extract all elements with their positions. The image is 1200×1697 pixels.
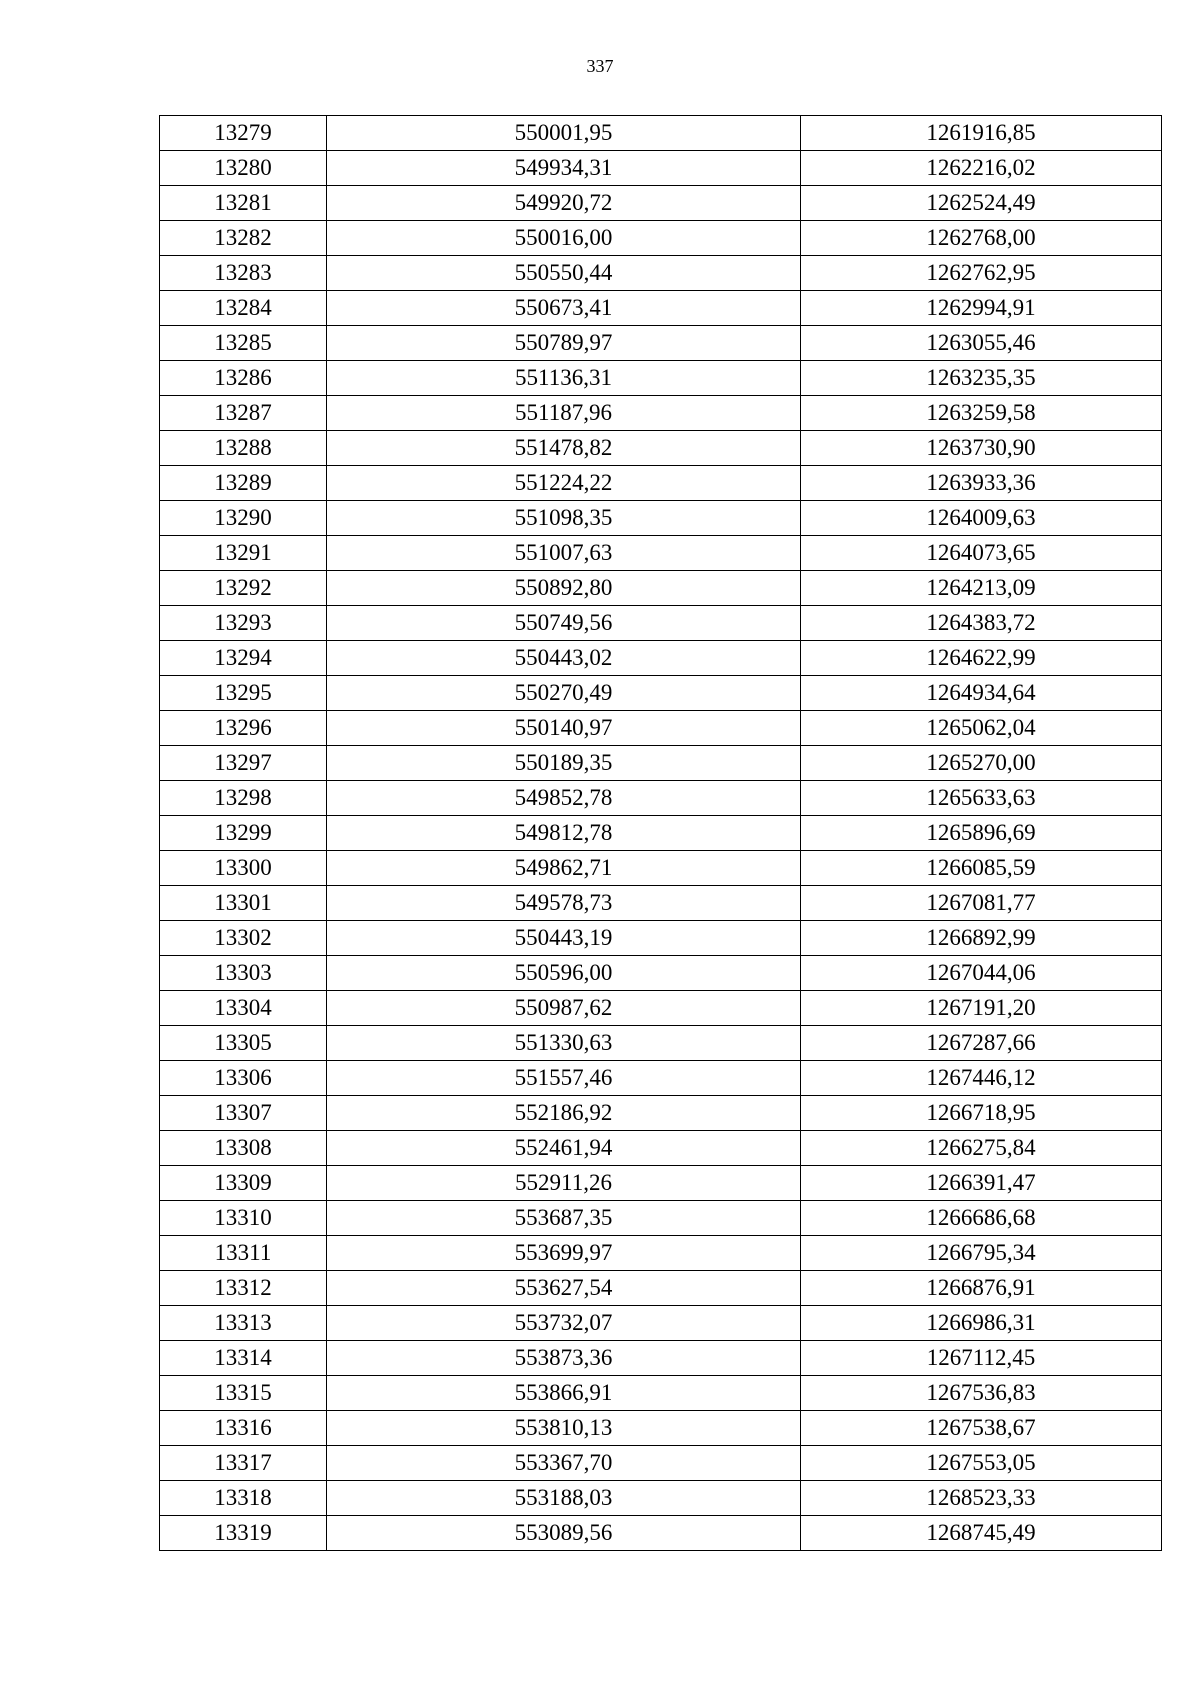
- table-row: [160, 851, 1162, 886]
- x-coordinate-cell: 553810,13: [327, 1411, 801, 1446]
- table-row: [160, 326, 1162, 361]
- x-coordinate-cell: 550443,02: [327, 641, 801, 676]
- y-coordinate-cell: 1267538,67: [801, 1411, 1162, 1446]
- point-number-cell: 13313: [160, 1306, 327, 1341]
- table-row: [160, 1201, 1162, 1236]
- x-coordinate-cell: 549862,71: [327, 851, 801, 886]
- table-row: [160, 1236, 1162, 1271]
- table-row: [160, 1306, 1162, 1341]
- x-coordinate-cell: 553732,07: [327, 1306, 801, 1341]
- table-row: [160, 1446, 1162, 1481]
- point-number-cell: 13297: [160, 746, 327, 781]
- y-coordinate-cell: 1263933,36: [801, 466, 1162, 501]
- table-row: [160, 186, 1162, 221]
- point-number-cell: 13286: [160, 361, 327, 396]
- table-row: [160, 641, 1162, 676]
- table-row: [160, 1376, 1162, 1411]
- table-row: [160, 571, 1162, 606]
- y-coordinate-cell: 1266686,68: [801, 1201, 1162, 1236]
- table-row: [160, 151, 1162, 186]
- table-row: [160, 746, 1162, 781]
- point-number-cell: 13295: [160, 676, 327, 711]
- table-row: [160, 1096, 1162, 1131]
- table-row: [160, 1131, 1162, 1166]
- point-number-cell: 13283: [160, 256, 327, 291]
- point-number-cell: 13306: [160, 1061, 327, 1096]
- table-row: [160, 501, 1162, 536]
- y-coordinate-cell: 1263235,35: [801, 361, 1162, 396]
- x-coordinate-cell: 553699,97: [327, 1236, 801, 1271]
- table-row: [160, 116, 1162, 151]
- y-coordinate-cell: 1264622,99: [801, 641, 1162, 676]
- y-coordinate-cell: 1261916,85: [801, 116, 1162, 151]
- point-number-cell: 13285: [160, 326, 327, 361]
- y-coordinate-cell: 1266876,91: [801, 1271, 1162, 1306]
- x-coordinate-cell: 551224,22: [327, 466, 801, 501]
- x-coordinate-cell: 550189,35: [327, 746, 801, 781]
- x-coordinate-cell: 552186,92: [327, 1096, 801, 1131]
- y-coordinate-cell: 1263259,58: [801, 396, 1162, 431]
- point-number-cell: 13279: [160, 116, 327, 151]
- table-row: [160, 676, 1162, 711]
- point-number-cell: 13290: [160, 501, 327, 536]
- point-number-cell: 13298: [160, 781, 327, 816]
- point-number-cell: 13299: [160, 816, 327, 851]
- x-coordinate-cell: 550749,56: [327, 606, 801, 641]
- point-number-cell: 13300: [160, 851, 327, 886]
- table-row: [160, 1166, 1162, 1201]
- point-number-cell: 13291: [160, 536, 327, 571]
- y-coordinate-cell: 1266795,34: [801, 1236, 1162, 1271]
- point-number-cell: 13318: [160, 1481, 327, 1516]
- table-row: [160, 956, 1162, 991]
- table-row: [160, 1411, 1162, 1446]
- y-coordinate-cell: 1266085,59: [801, 851, 1162, 886]
- table-row: [160, 991, 1162, 1026]
- x-coordinate-cell: 553089,56: [327, 1516, 801, 1551]
- y-coordinate-cell: 1265633,63: [801, 781, 1162, 816]
- point-number-cell: 13303: [160, 956, 327, 991]
- x-coordinate-cell: 553866,91: [327, 1376, 801, 1411]
- y-coordinate-cell: 1264383,72: [801, 606, 1162, 641]
- table-row: [160, 711, 1162, 746]
- x-coordinate-cell: 553367,70: [327, 1446, 801, 1481]
- table-row: [160, 396, 1162, 431]
- y-coordinate-cell: 1265062,04: [801, 711, 1162, 746]
- table-row: [160, 361, 1162, 396]
- table-row: [160, 256, 1162, 291]
- point-number-cell: 13292: [160, 571, 327, 606]
- y-coordinate-cell: 1266986,31: [801, 1306, 1162, 1341]
- point-number-cell: 13315: [160, 1376, 327, 1411]
- coordinates-table-body: [160, 116, 1162, 1551]
- y-coordinate-cell: 1267044,06: [801, 956, 1162, 991]
- point-number-cell: 13311: [160, 1236, 327, 1271]
- point-number-cell: 13294: [160, 641, 327, 676]
- table-row: [160, 816, 1162, 851]
- y-coordinate-cell: 1262216,02: [801, 151, 1162, 186]
- x-coordinate-cell: 550673,41: [327, 291, 801, 326]
- point-number-cell: 13308: [160, 1131, 327, 1166]
- y-coordinate-cell: 1263055,46: [801, 326, 1162, 361]
- x-coordinate-cell: 551007,63: [327, 536, 801, 571]
- y-coordinate-cell: 1266718,95: [801, 1096, 1162, 1131]
- y-coordinate-cell: 1263730,90: [801, 431, 1162, 466]
- point-number-cell: 13309: [160, 1166, 327, 1201]
- x-coordinate-cell: 553188,03: [327, 1481, 801, 1516]
- point-number-cell: 13316: [160, 1411, 327, 1446]
- x-coordinate-cell: 550016,00: [327, 221, 801, 256]
- y-coordinate-cell: 1268745,49: [801, 1516, 1162, 1551]
- y-coordinate-cell: 1267446,12: [801, 1061, 1162, 1096]
- table-row: [160, 291, 1162, 326]
- y-coordinate-cell: 1267287,66: [801, 1026, 1162, 1061]
- table-row: [160, 221, 1162, 256]
- x-coordinate-cell: 553687,35: [327, 1201, 801, 1236]
- table-row: [160, 466, 1162, 501]
- x-coordinate-cell: 552461,94: [327, 1131, 801, 1166]
- point-number-cell: 13284: [160, 291, 327, 326]
- table-row: [160, 781, 1162, 816]
- y-coordinate-cell: 1262768,00: [801, 221, 1162, 256]
- y-coordinate-cell: 1267112,45: [801, 1341, 1162, 1376]
- y-coordinate-cell: 1266275,84: [801, 1131, 1162, 1166]
- y-coordinate-cell: 1264934,64: [801, 676, 1162, 711]
- point-number-cell: 13319: [160, 1516, 327, 1551]
- x-coordinate-cell: 550443,19: [327, 921, 801, 956]
- table-row: [160, 536, 1162, 571]
- table-row: [160, 886, 1162, 921]
- x-coordinate-cell: 549578,73: [327, 886, 801, 921]
- y-coordinate-cell: 1267553,05: [801, 1446, 1162, 1481]
- table-row: [160, 431, 1162, 466]
- table-row: [160, 1516, 1162, 1551]
- point-number-cell: 13312: [160, 1271, 327, 1306]
- x-coordinate-cell: 550892,80: [327, 571, 801, 606]
- table-row: [160, 1481, 1162, 1516]
- point-number-cell: 13302: [160, 921, 327, 956]
- y-coordinate-cell: 1262994,91: [801, 291, 1162, 326]
- point-number-cell: 13281: [160, 186, 327, 221]
- point-number-cell: 13304: [160, 991, 327, 1026]
- point-number-cell: 13289: [160, 466, 327, 501]
- point-number-cell: 13317: [160, 1446, 327, 1481]
- point-number-cell: 13287: [160, 396, 327, 431]
- x-coordinate-cell: 550550,44: [327, 256, 801, 291]
- x-coordinate-cell: 551187,96: [327, 396, 801, 431]
- y-coordinate-cell: 1265270,00: [801, 746, 1162, 781]
- point-number-cell: 13314: [160, 1341, 327, 1376]
- y-coordinate-cell: 1266391,47: [801, 1166, 1162, 1201]
- table-row: [160, 1061, 1162, 1096]
- y-coordinate-cell: 1262762,95: [801, 256, 1162, 291]
- y-coordinate-cell: 1264213,09: [801, 571, 1162, 606]
- y-coordinate-cell: 1268523,33: [801, 1481, 1162, 1516]
- point-number-cell: 13310: [160, 1201, 327, 1236]
- point-number-cell: 13301: [160, 886, 327, 921]
- x-coordinate-cell: 549920,72: [327, 186, 801, 221]
- y-coordinate-cell: 1264073,65: [801, 536, 1162, 571]
- x-coordinate-cell: 550140,97: [327, 711, 801, 746]
- x-coordinate-cell: 550596,00: [327, 956, 801, 991]
- x-coordinate-cell: 552911,26: [327, 1166, 801, 1201]
- x-coordinate-cell: 549852,78: [327, 781, 801, 816]
- y-coordinate-cell: 1266892,99: [801, 921, 1162, 956]
- point-number-cell: 13288: [160, 431, 327, 466]
- coordinates-table: [159, 115, 1162, 1551]
- x-coordinate-cell: 550270,49: [327, 676, 801, 711]
- x-coordinate-cell: 551098,35: [327, 501, 801, 536]
- page-number: 337: [586, 56, 614, 76]
- x-coordinate-cell: 551330,63: [327, 1026, 801, 1061]
- table-row: [160, 606, 1162, 641]
- x-coordinate-cell: 551557,46: [327, 1061, 801, 1096]
- point-number-cell: 13296: [160, 711, 327, 746]
- x-coordinate-cell: 550001,95: [327, 116, 801, 151]
- point-number-cell: 13305: [160, 1026, 327, 1061]
- x-coordinate-cell: 553873,36: [327, 1341, 801, 1376]
- x-coordinate-cell: 551136,31: [327, 361, 801, 396]
- x-coordinate-cell: 550789,97: [327, 326, 801, 361]
- y-coordinate-cell: 1267081,77: [801, 886, 1162, 921]
- y-coordinate-cell: 1267536,83: [801, 1376, 1162, 1411]
- x-coordinate-cell: 549812,78: [327, 816, 801, 851]
- x-coordinate-cell: 550987,62: [327, 991, 801, 1026]
- point-number-cell: 13293: [160, 606, 327, 641]
- y-coordinate-cell: 1265896,69: [801, 816, 1162, 851]
- y-coordinate-cell: 1264009,63: [801, 501, 1162, 536]
- point-number-cell: 13282: [160, 221, 327, 256]
- y-coordinate-cell: 1262524,49: [801, 186, 1162, 221]
- x-coordinate-cell: 549934,31: [327, 151, 801, 186]
- table-row: [160, 1026, 1162, 1061]
- point-number-cell: 13280: [160, 151, 327, 186]
- table-row: [160, 921, 1162, 956]
- x-coordinate-cell: 553627,54: [327, 1271, 801, 1306]
- table-row: [160, 1341, 1162, 1376]
- point-number-cell: 13307: [160, 1096, 327, 1131]
- table-row: [160, 1271, 1162, 1306]
- x-coordinate-cell: 551478,82: [327, 431, 801, 466]
- y-coordinate-cell: 1267191,20: [801, 991, 1162, 1026]
